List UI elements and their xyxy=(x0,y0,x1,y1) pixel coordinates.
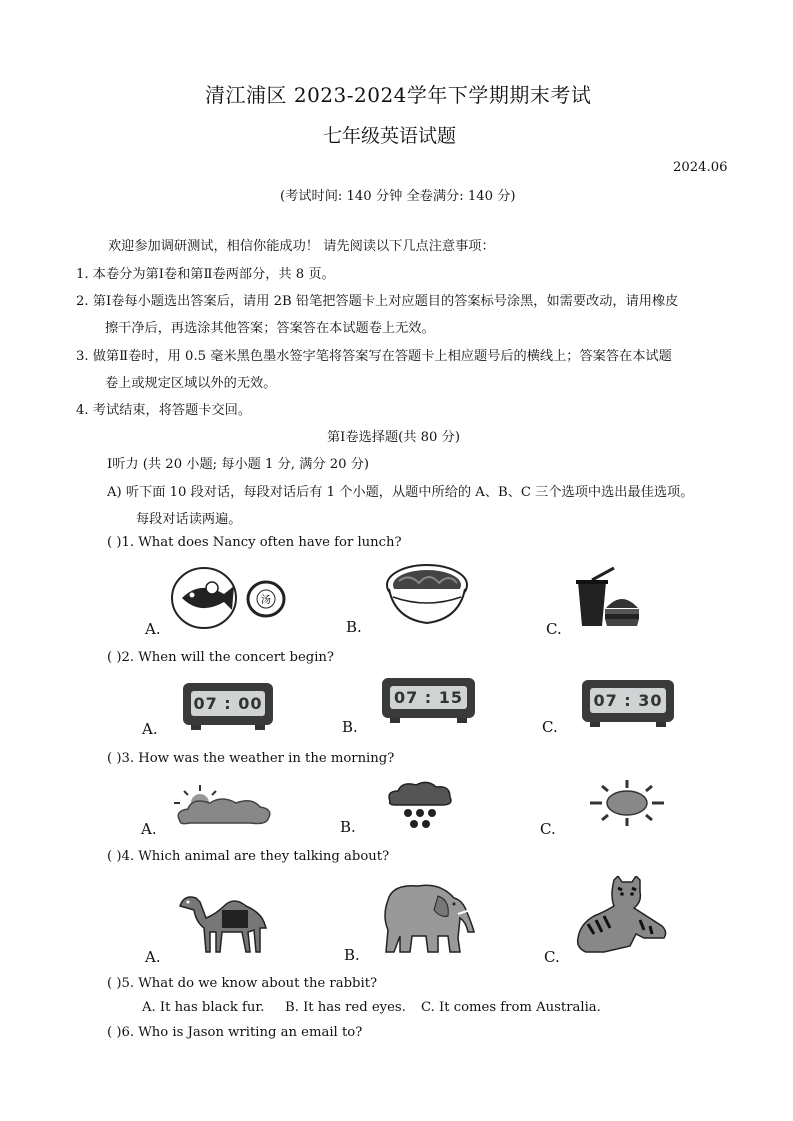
rain-cloud-icon xyxy=(384,779,456,835)
notice-item-2: 2. 第Ⅰ卷每小题选出答案后，请用 2B 铅笔把答题卡上对应题目的答案标号涂黑，如需要改动，请用橡皮 xyxy=(76,294,679,309)
notice-item-1: 1. 本卷分为第Ⅰ卷和第Ⅱ卷两部分，共 8 页。 xyxy=(76,267,335,282)
question-5: ( )5. What do we know about the rabbit? xyxy=(107,976,378,991)
q2-option-b-label: B. xyxy=(342,718,358,736)
notice-intro: 欢迎参加调研测试，相信你能成功！ 请先阅读以下几点注意事项： xyxy=(108,239,495,254)
question-4: ( )4. Which animal are they talking about? xyxy=(107,849,390,864)
exam-info: (考试时间: 140 分钟 全卷满分: 140 分) xyxy=(280,189,516,204)
exam-date: 2024.06 xyxy=(673,160,728,175)
tiger-icon xyxy=(574,876,668,960)
cloudy-sun-icon xyxy=(170,783,276,831)
listening-instruction-cont: 每段对话读两遍。 xyxy=(136,512,242,527)
q1-option-a-label: A. xyxy=(145,620,161,638)
q3-option-a-label: A. xyxy=(141,820,157,838)
part1-heading: 第Ⅰ卷选择题(共 80 分) xyxy=(327,430,460,445)
elephant-icon xyxy=(378,880,476,960)
soup-char: 汤 xyxy=(261,595,271,606)
q2-option-a-label: A. xyxy=(142,720,158,738)
clock-display-c: 07 : 30 xyxy=(590,688,666,713)
noodle-bowl-icon xyxy=(385,563,469,631)
q1-option-b-label: B. xyxy=(346,618,362,636)
clock-icon xyxy=(382,678,475,718)
q4-option-a-label: A. xyxy=(145,948,161,966)
notice-item-2-cont: 擦干净后，再选涂其他答案；答案答在本试题卷上无效。 xyxy=(105,321,435,336)
q4-option-b-label: B. xyxy=(344,946,360,964)
clock-icon xyxy=(183,683,273,725)
q1-option-c-label: C. xyxy=(546,620,562,638)
notice-item-4: 4. 考试结束，将答题卡交回。 xyxy=(76,403,252,418)
exam-title: 清江浦区 2023-2024学年下学期期末考试 xyxy=(205,83,592,107)
camel-icon xyxy=(176,888,276,958)
q2-option-c-label: C. xyxy=(542,718,558,736)
listening-section-title: Ⅰ听力 (共 20 小题; 每小题 1 分, 满分 20 分) xyxy=(107,457,370,472)
question-6: ( )6. Who is Jason writing an email to? xyxy=(107,1025,363,1040)
question-1: ( )1. What does Nancy often have for lunch? xyxy=(107,535,402,550)
notice-item-3: 3. 做第Ⅱ卷时，用 0.5 毫米黑色墨水签字笔将答案写在答题卡上相应题号后的横线上；答案答在本试题 xyxy=(76,349,672,364)
exam-subtitle: 七年级英语试题 xyxy=(323,125,457,147)
q3-option-b-label: B. xyxy=(340,818,356,836)
clock-display-b: 07 : 15 xyxy=(390,686,467,709)
fish-soup-plate-icon xyxy=(170,566,288,634)
clock-icon xyxy=(582,680,674,722)
question-3: ( )3. How was the weather in the morning? xyxy=(107,751,395,766)
listening-instruction: A) 听下面 10 段对话，每段对话后有 1 个小题，从题中所给的 A、B、C 三个选项中选出最佳选项。 xyxy=(107,485,694,500)
q5-option-a: A. It has black fur. xyxy=(142,1000,265,1015)
clock-display-a: 07 : 00 xyxy=(191,691,265,716)
sun-icon xyxy=(588,778,666,832)
q3-option-c-label: C. xyxy=(540,820,556,838)
q5-option-c: C. It comes from Australia. xyxy=(421,1000,601,1015)
q4-option-c-label: C. xyxy=(544,948,560,966)
q5-option-b: B. It has red eyes. xyxy=(285,1000,406,1015)
notice-item-3-cont: 卷上或规定区域以外的无效。 xyxy=(105,376,277,391)
drink-burger-icon xyxy=(574,566,644,632)
question-2: ( )2. When will the concert begin? xyxy=(107,650,334,665)
